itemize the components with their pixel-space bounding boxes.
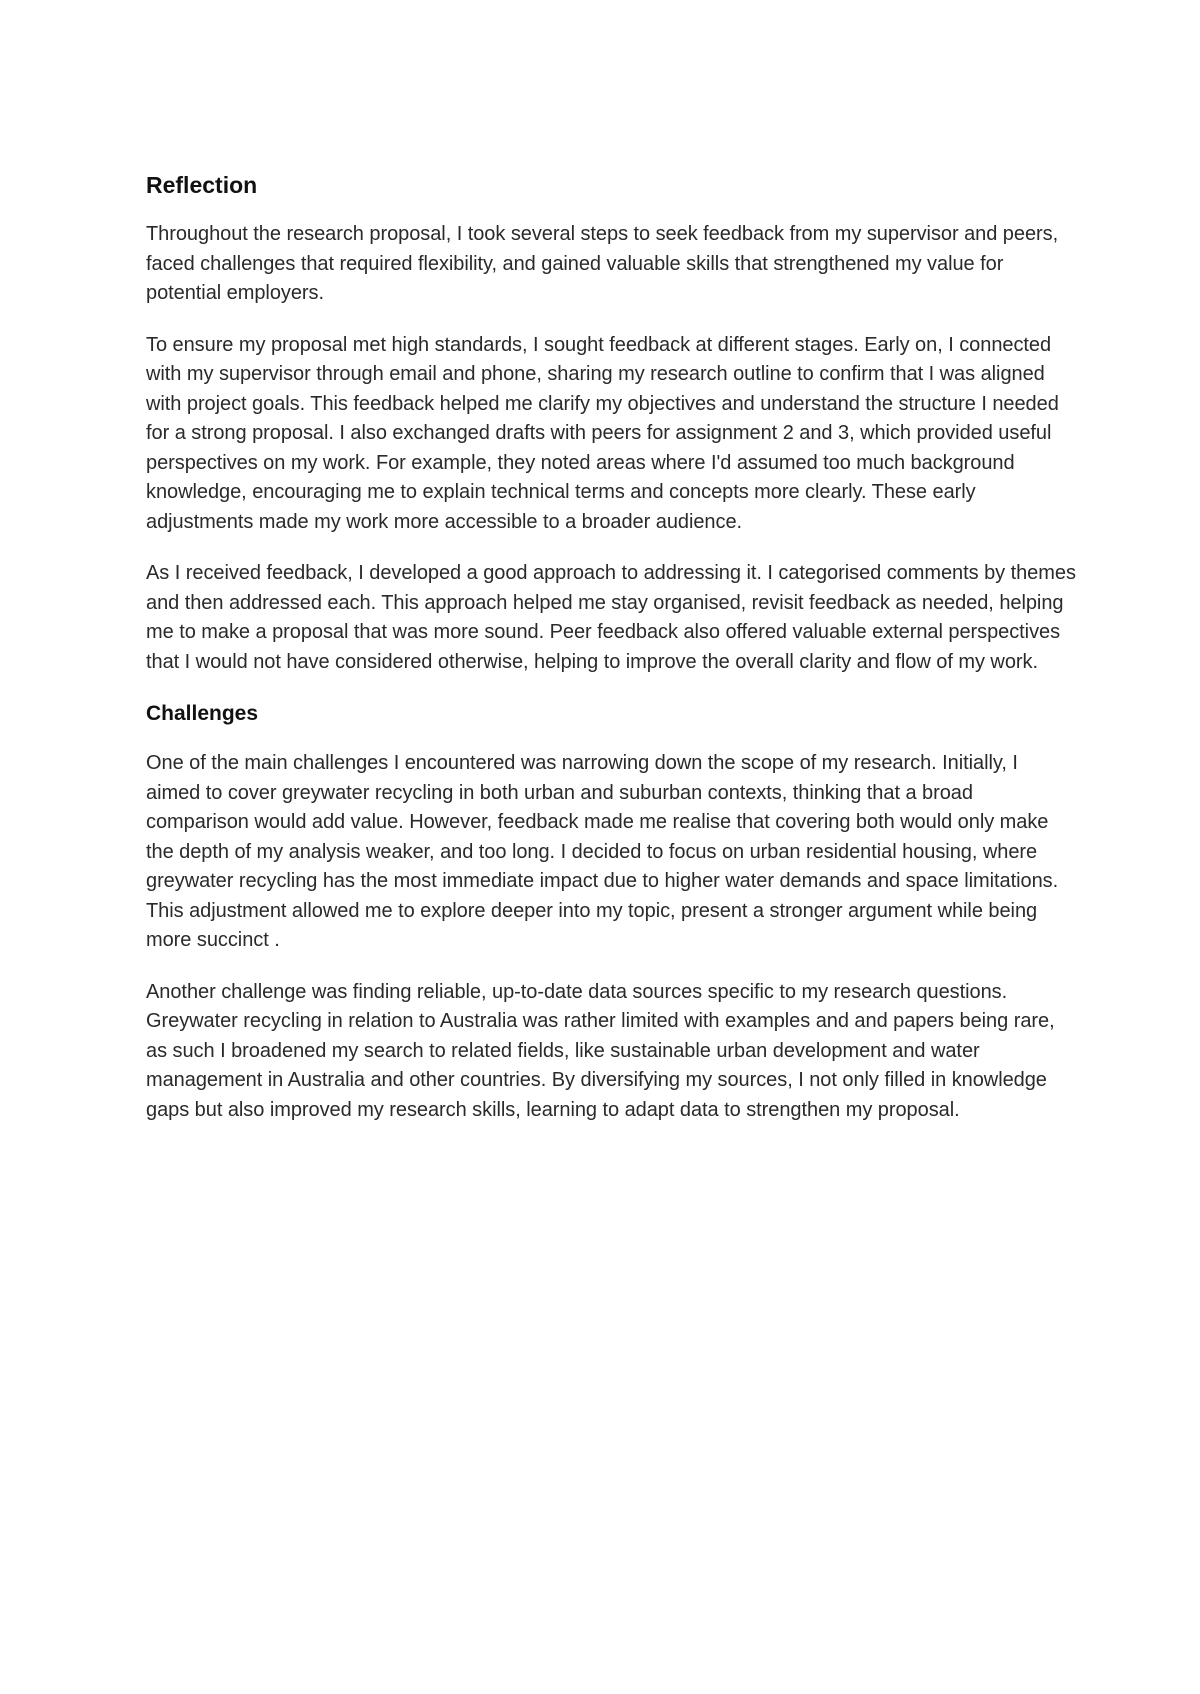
section-heading-reflection: Reflection <box>146 172 258 198</box>
paragraph: One of the main challenges I encountered was narrowing down the scope of my research. Initially, I aimed to cover greywater recycling in both urban and suburban contexts, thinking that a broad comparison would add value. However, feedback made me realise that covering both would only make the depth of my analysis weaker, and too long. I decided to focus on urban residential housing, where greywater recycling has the most immediate impact due to higher water demands and space limitations. This adjustment allowed me to explore deeper into my topic, present a stronger argument while being more succinct . <box>146 752 1059 951</box>
document-body <box>146 170 1076 1147</box>
paragraph: As I received feedback, I developed a good approach to addressing it. I categorised comments by themes and then addressed each. This approach helped me stay organised, revisit feedback as needed, helping me to make a proposal that was more sound. Peer feedback also offered valuable external perspectives that I would not have considered otherwise, helping to improve the overall clarity and flow of my work. <box>146 562 1076 673</box>
paragraph: To ensure my proposal met high standards, I sought feedback at different stages. Early on, I connected with my supervisor through email and phone, sharing my research outline to confirm that I was aligned with project goals. This feedback helped me clarify my objectives and understand the structure I needed for a strong proposal. I also exchanged drafts with peers for assignment 2 and 3, which provided useful perspectives on my work. For example, they noted areas where I'd assumed too much background knowledge, encouraging me to explain technical terms and concepts more clearly. These early adjustments made my work more accessible to a broader audience. <box>146 333 1059 533</box>
paragraph: Throughout the research proposal, I took several steps to seek feedback from my supervisor and peers, faced challenges that required flexibility, and gained valuable skills that strengthened my value for potential employers. <box>146 223 1059 304</box>
section-heading-challenges: Challenges <box>146 702 259 725</box>
paragraph: Another challenge was finding reliable, up-to-date data sources specific to my research questions. Greywater recycling in relation to Australia was rather limited with examples and and papers being rare, as such I broadened my search to related fields, like sustainable urban development and water management in Australia and other countries. By diversifying my sources, I not only filled in knowledge gaps but also improved my research skills, learning to adapt data to strengthen my proposal. <box>146 980 1055 1121</box>
